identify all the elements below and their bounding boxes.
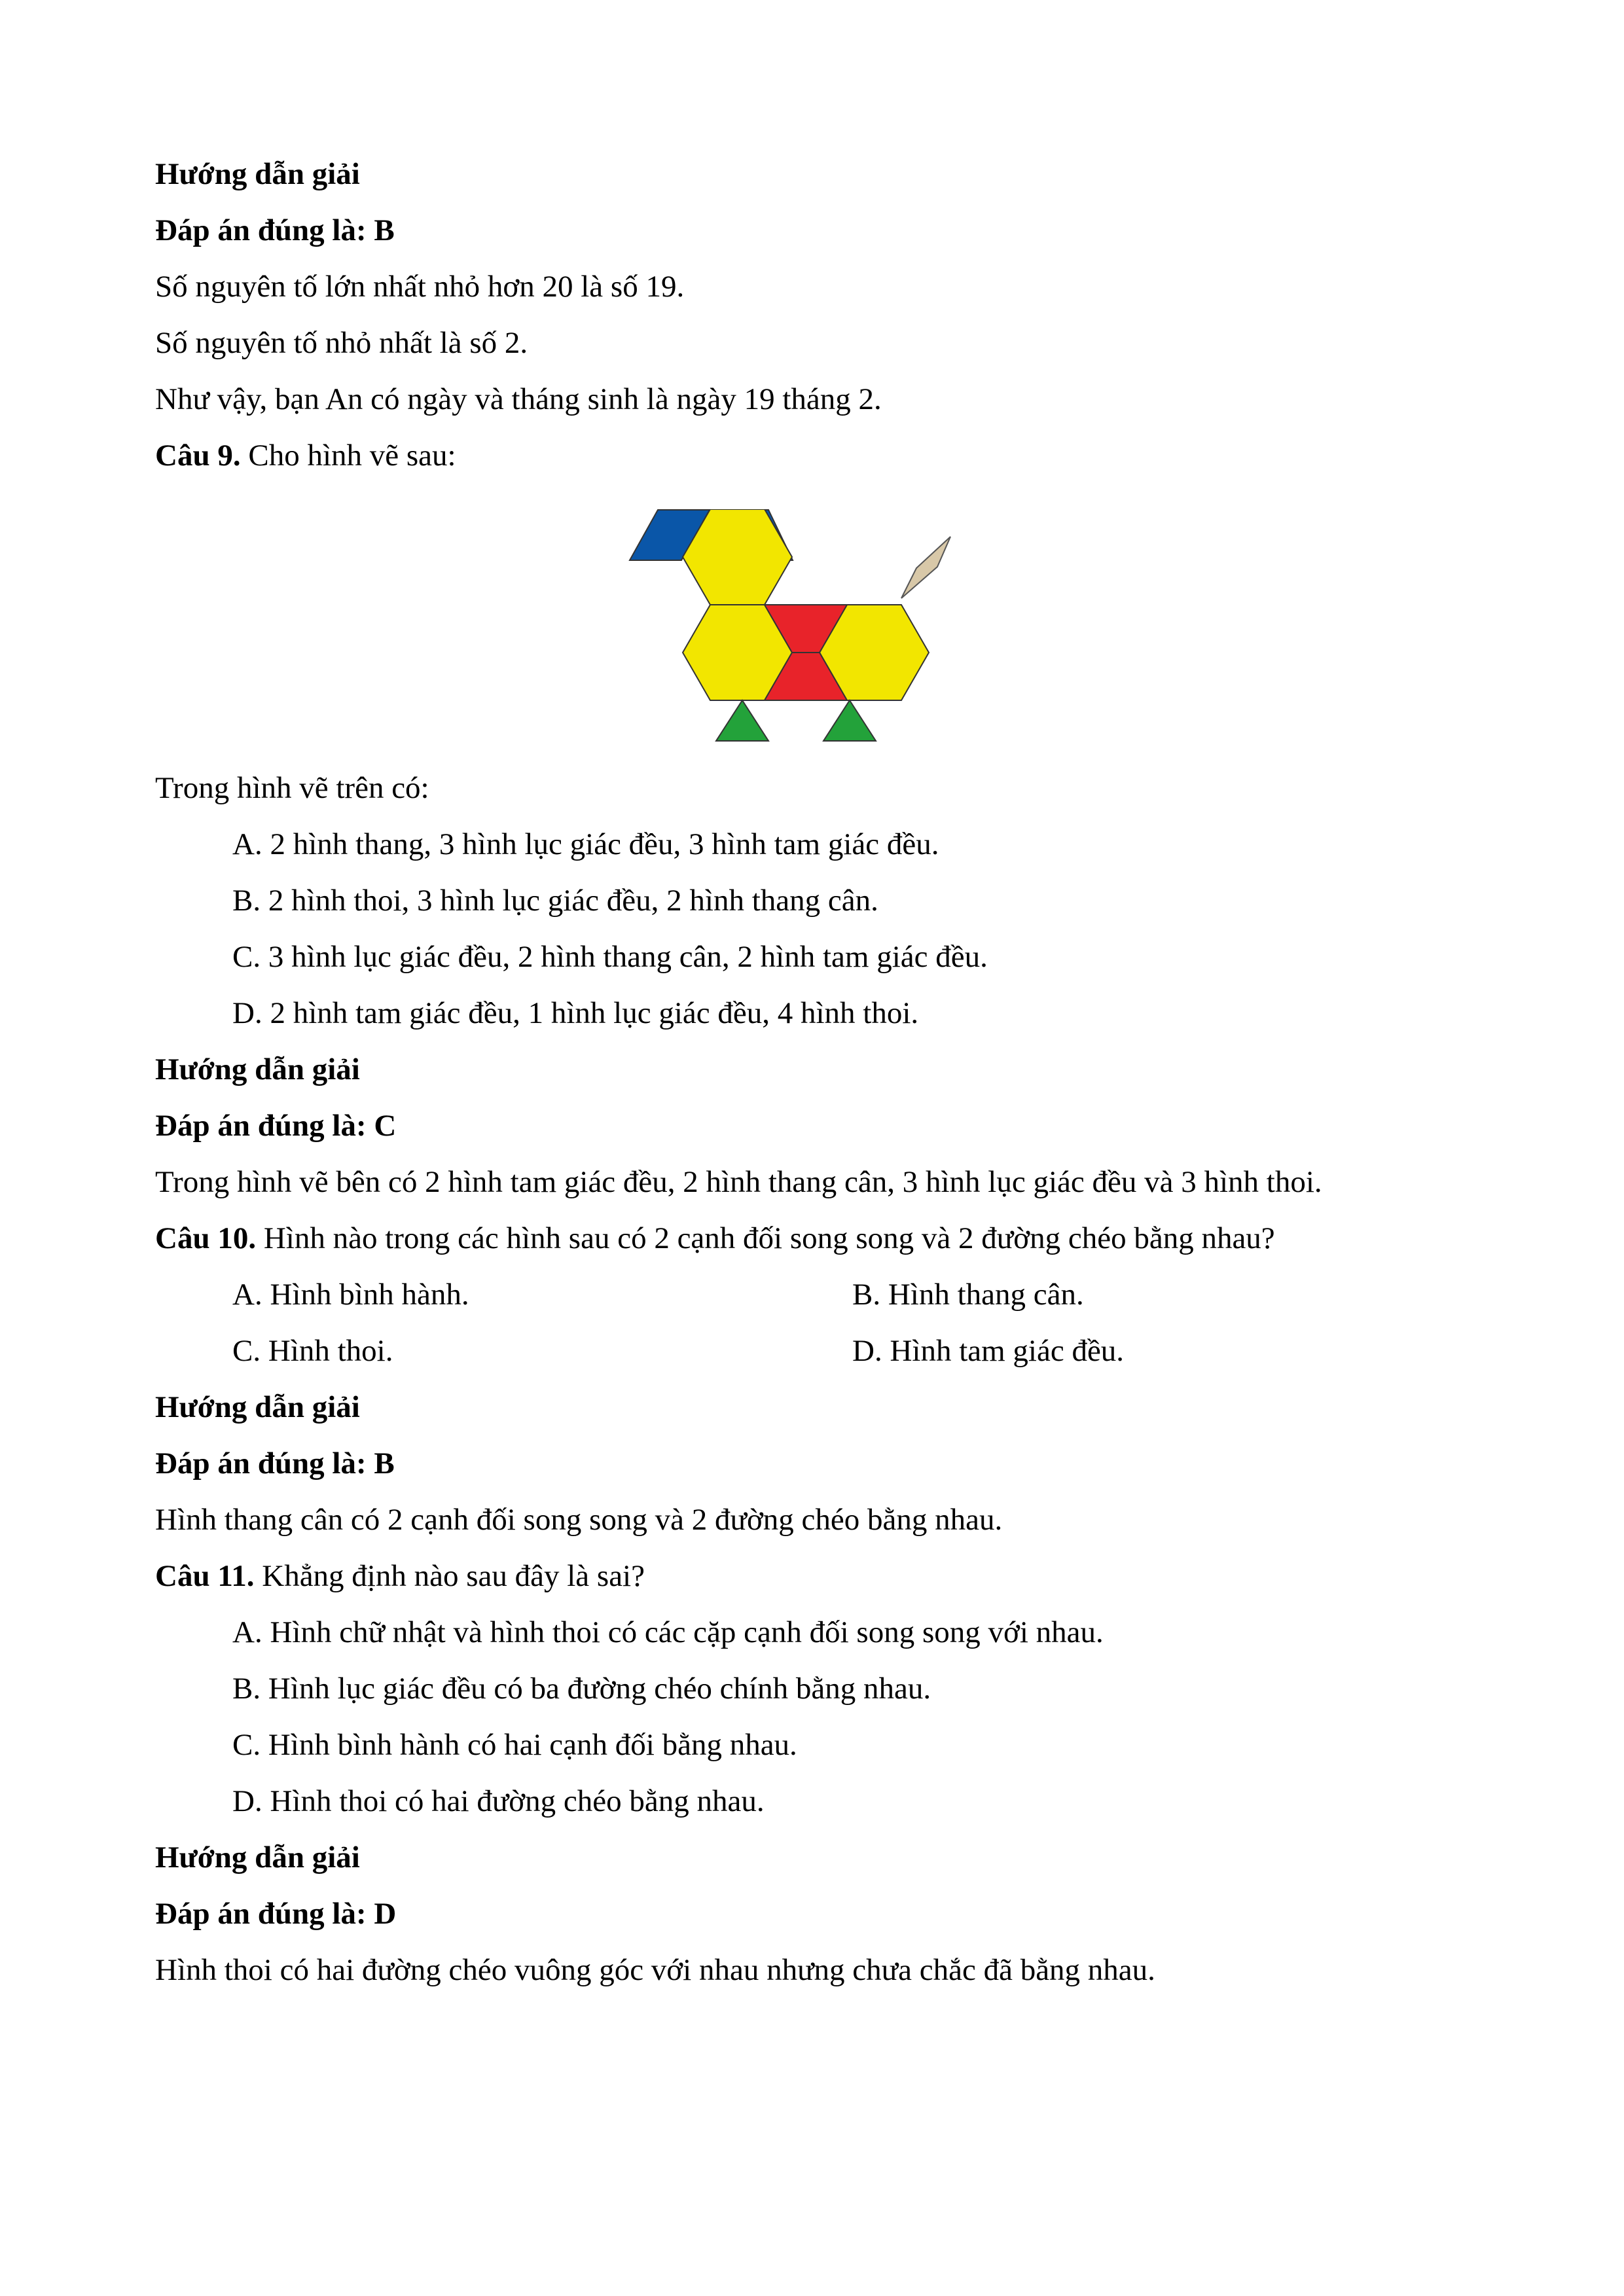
q9-option-d: D. 2 hình tam giác đều, 1 hình lục giác đều, 4 hình thoi. [232, 996, 919, 1030]
q9-label: Câu 9. [155, 439, 241, 473]
q10-explanation: Hình thang cân có 2 cạnh đối song song và 2 đường chéo bằng nhau. [155, 1503, 1003, 1537]
q11-question [155, 1556, 645, 1596]
q9-answer: Đáp án đúng là: C [155, 1109, 397, 1143]
q10-option-b: B. Hình thang cân. [852, 1278, 1084, 1312]
q11-option-c: C. Hình bình hành có hai cạnh đối bằng nhau. [232, 1728, 797, 1762]
q10-option-d: D. Hình tam giác đều. [852, 1334, 1125, 1368]
q11-option-d: D. Hình thoi có hai đường chéo bằng nhau. [232, 1784, 765, 1818]
q10-answer: Đáp án đúng là: B [155, 1446, 395, 1480]
sol8-line-1: Số nguyên tố lớn nhất nhỏ hơn 20 là số 19. [155, 270, 685, 304]
q10-question [155, 1219, 1275, 1258]
q11-answer: Đáp án đúng là: D [155, 1897, 397, 1931]
q11-option-a: A. Hình chữ nhật và hình thoi có các cặp cạnh đối song song với nhau. [232, 1615, 1104, 1649]
tan-rhombus-tail [901, 537, 950, 598]
q9-option-b: B. 2 hình thoi, 3 hình lục giác đều, 2 hình thang cân. [232, 884, 878, 918]
green-triangle-right [823, 700, 876, 741]
sol8-heading: Hướng dẫn giải [155, 157, 360, 191]
q9-explanation: Trong hình vẽ bên có 2 hình tam giác đều, 2 hình thang cân, 3 hình lục giác đều và 3 hình thoi. [155, 1165, 1322, 1199]
sol8-answer: Đáp án đúng là: B [155, 213, 395, 247]
q11-option-b: B. Hình lục giác đều có ba đường chéo chính bằng nhau. [232, 1672, 931, 1706]
q10-option-c: C. Hình thoi. [232, 1334, 393, 1368]
q9-after-figure: Trong hình vẽ trên có: [155, 771, 429, 805]
q9-option-a: A. 2 hình thang, 3 hình lục giác đều, 3 hình tam giác đều. [232, 827, 939, 861]
q9-question [155, 436, 456, 475]
q9-text: Cho hình vẽ sau: [240, 439, 456, 473]
q11-solution-heading: Hướng dẫn giải [155, 1840, 360, 1874]
q9-option-c: C. 3 hình lục giác đều, 2 hình thang cân, 2 hình tam giác đều. [232, 940, 988, 974]
q11-explanation: Hình thoi có hai đường chéo vuông góc với nhau nhưng chưa chắc đã bằng nhau. [155, 1953, 1155, 1987]
q10-solution-heading: Hướng dẫn giải [155, 1390, 360, 1424]
sol8-line-2: Số nguyên tố nhỏ nhất là số 2. [155, 326, 528, 360]
q11-text: Khẳng định nào sau đây là sai? [254, 1559, 645, 1593]
q10-option-a: A. Hình bình hành. [232, 1278, 469, 1312]
pattern-block-dog-figure [628, 509, 975, 742]
q10-label: Câu 10. [155, 1221, 257, 1255]
sol8-line-3: Như vậy, bạn An có ngày và tháng sinh là ngày 19 tháng 2. [155, 382, 882, 416]
q9-solution-heading: Hướng dẫn giải [155, 1052, 360, 1086]
q11-label: Câu 11. [155, 1559, 255, 1593]
q10-text: Hình nào trong các hình sau có 2 cạnh đối song song và 2 đường chéo bằng nhau? [256, 1221, 1275, 1255]
green-triangle-left [716, 700, 768, 741]
